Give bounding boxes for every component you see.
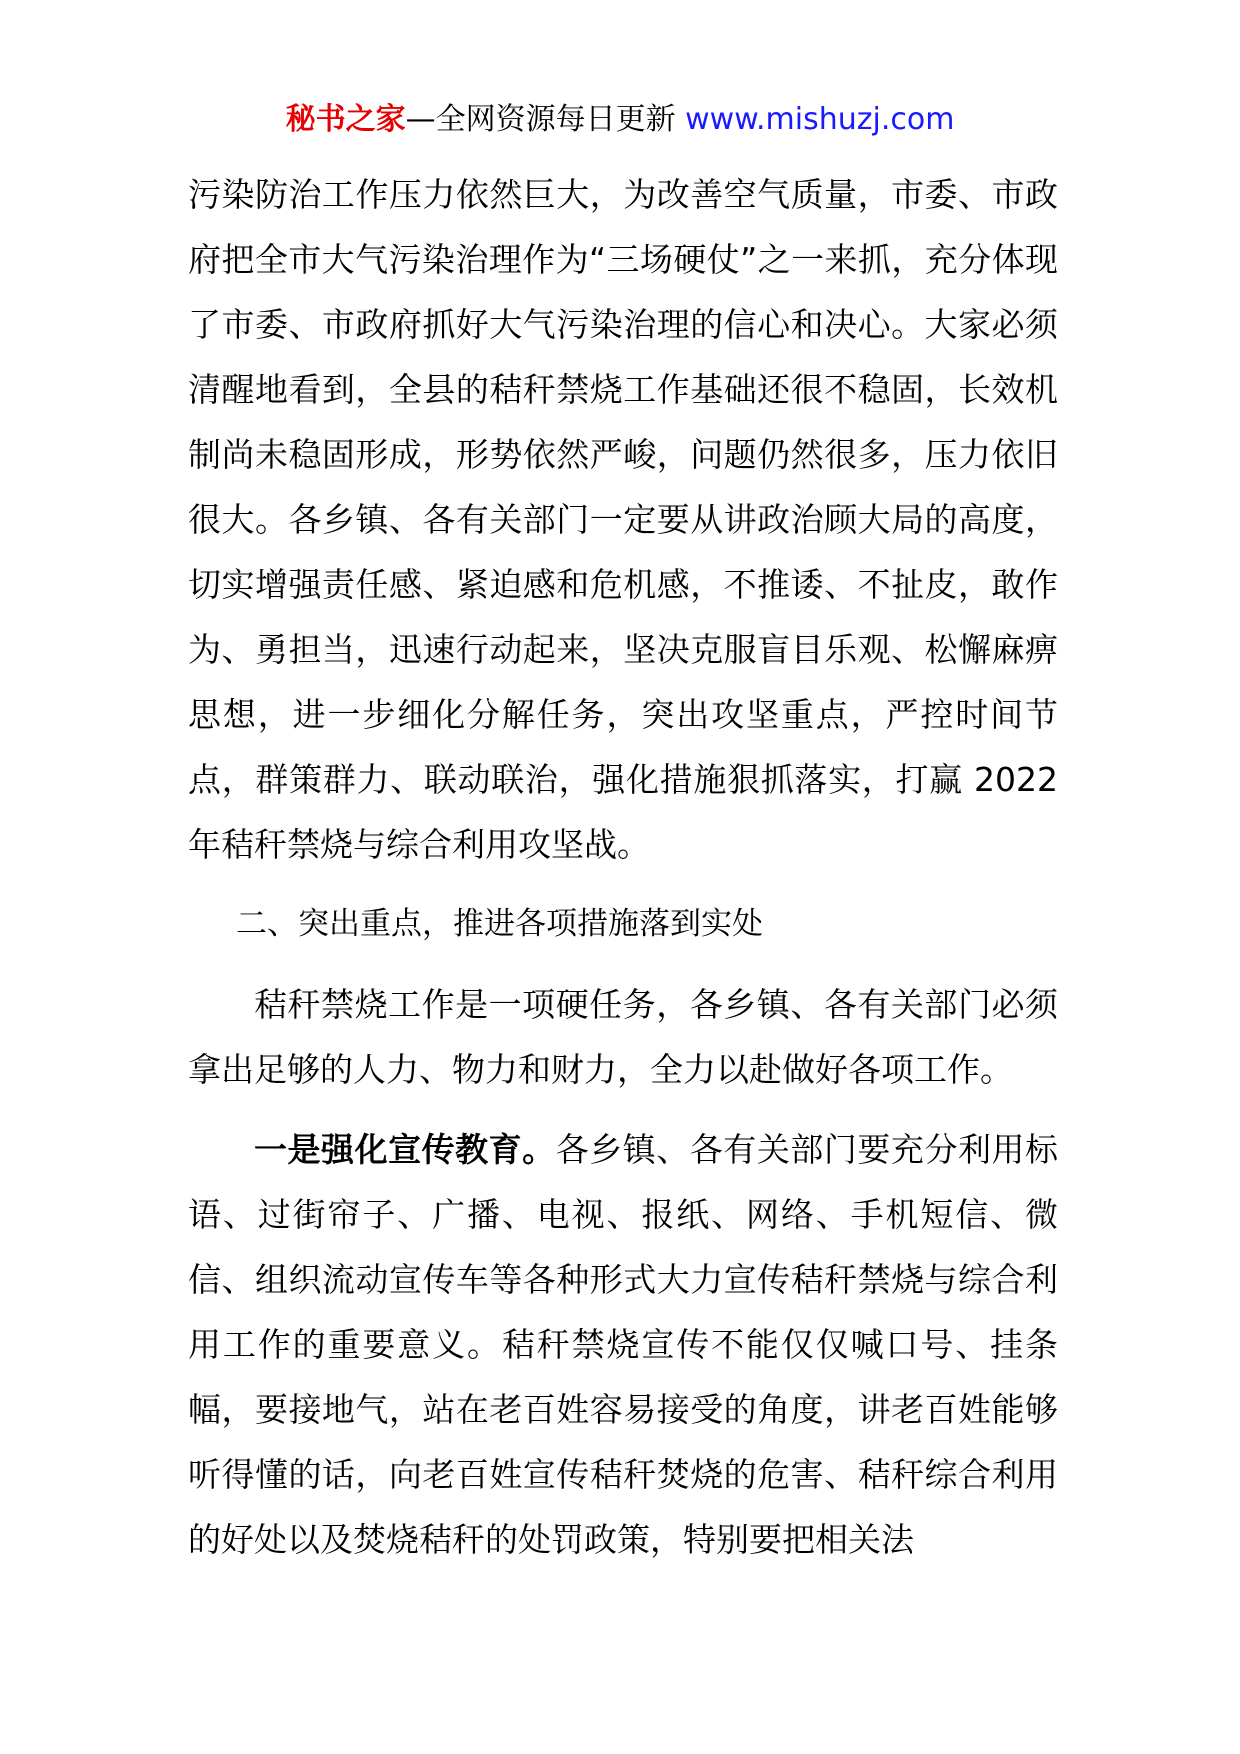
section-heading: 二、突出重点，推进各项措施落到实处 xyxy=(236,906,764,942)
paragraph-body: 各乡镇、各有关部门要充分利用标语、过街帘子、广播、电视、报纸、网络、手机短信、微信、组织流动宣传车等各种形式大力宣传秸秆禁烧与综合利用工作的重要意义。秸秆禁烧宣传不能仅仅喊口号、挂条幅，要接地气，站在老百姓容易接受的角度，讲老百姓能够听得懂的话，向老百姓宣传秸秆焚烧的危害、秸秆综合利用的好处以及焚烧秸秆的处罚政策，特别要把相关法 xyxy=(188,1130,1059,1559)
site-header xyxy=(0,100,1240,140)
paragraph-lead-bold: 一是强化宣传教育。 xyxy=(254,1130,556,1169)
paragraph-continuation: 污染防治工作压力依然巨大，为改善空气质量，市委、市政府把全市大气污染治理作为“三场硬仗”之一来抓，充分体现了市委、市政府抓好大气污染治理的信心和决心。大家必须清醒地看到，全县的秸秆禁烧工作基础还很不稳固，长效机制尚未稳固形成，形势依然严峻，问题仍然很多，压力依旧很大。各乡镇、各有关部门一定要从讲政治顾大局的高度，切实增强责任感、紧迫感和危机感，不推诿、不扯皮，敢作为、勇担当，迅速行动起来，坚决克服盲目乐观、松懈麻痹思想，进一步细化分解任务，突出攻坚重点，严控时间节点，群策群力、联动联治，强化措施狠抓落实，打赢 2022 年秸秆禁烧与综合利用攻坚战。 xyxy=(188,175,1058,864)
paragraph-intro: 秸秆禁烧工作是一项硬任务，各乡镇、各有关部门必须拿出足够的人力、物力和财力，全力以赴做好各项工作。 xyxy=(188,985,1058,1089)
paragraph-publicity xyxy=(188,1117,1058,1572)
document-body xyxy=(188,162,1058,1572)
site-url-link[interactable]: www.mishuzj.com xyxy=(685,102,955,137)
site-tagline: —全网资源每日更新 xyxy=(405,102,686,137)
site-brand: 秘书之家 xyxy=(285,102,406,137)
